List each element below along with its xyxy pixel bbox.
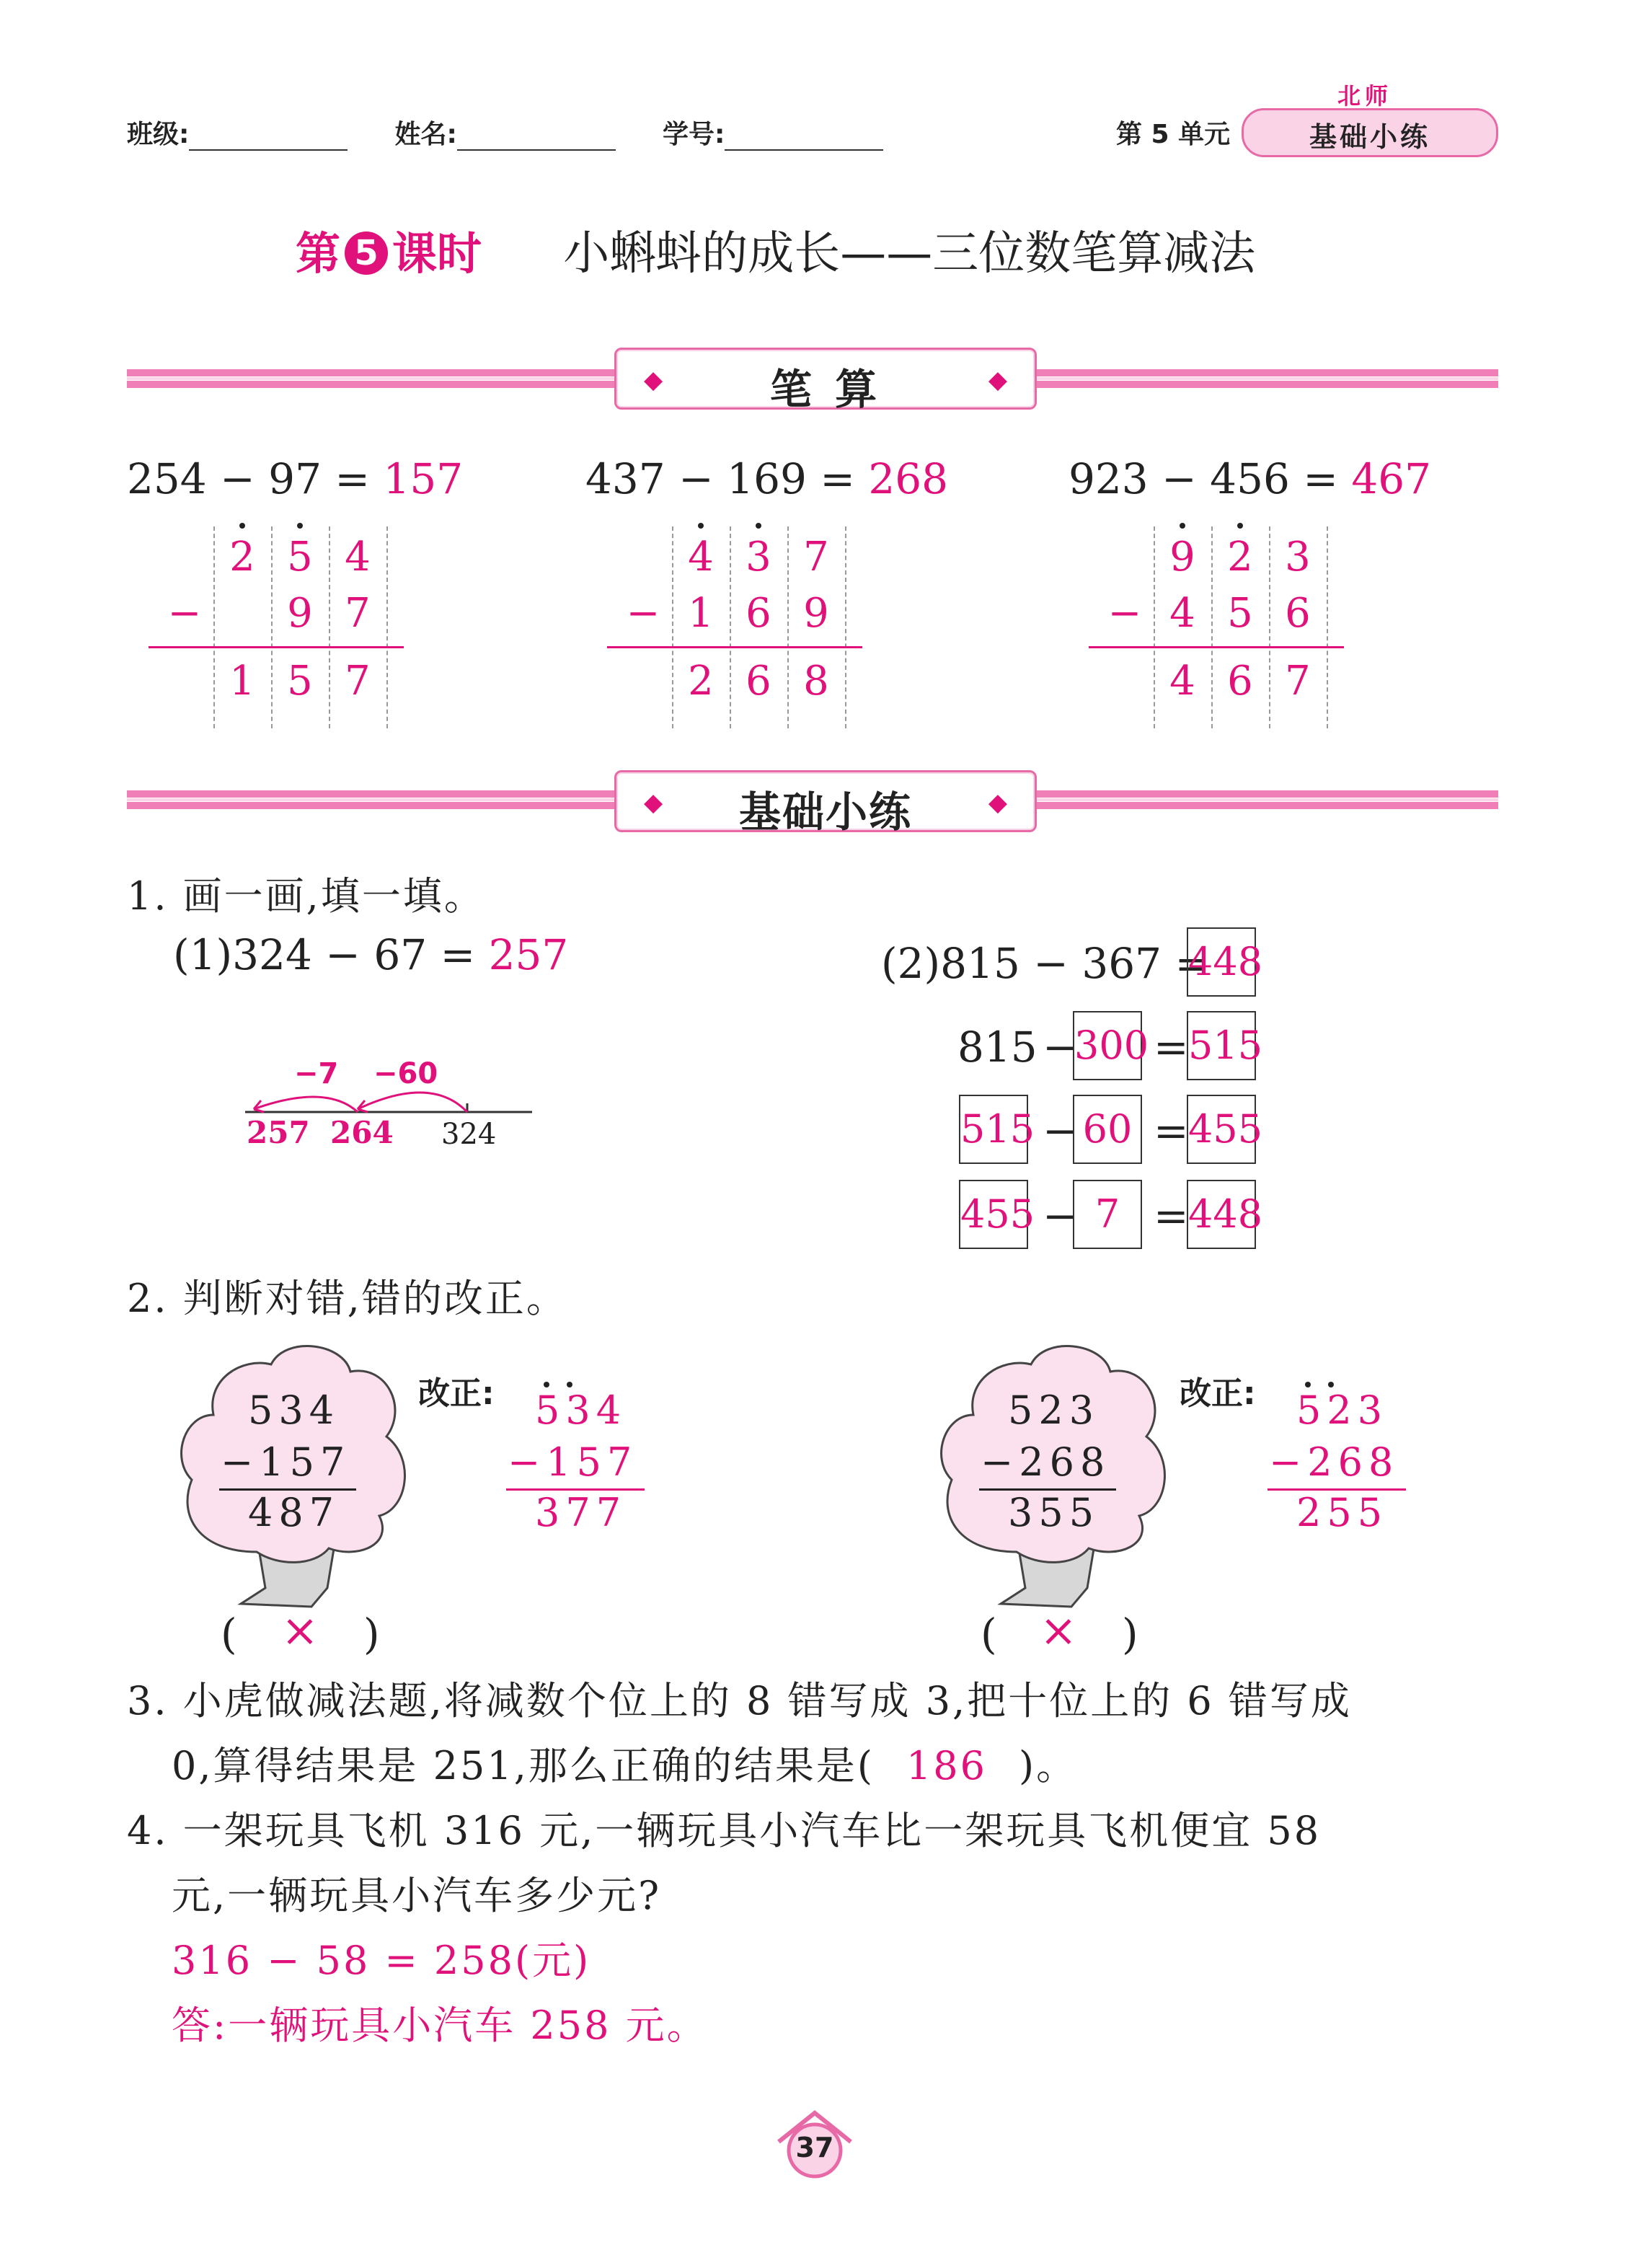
brand-top: 北师 — [1337, 82, 1393, 110]
tree1-result: 487 — [248, 1490, 340, 1535]
diamond-icon: ◆ — [644, 788, 663, 817]
section-title-bisuan: 笔 算 — [769, 365, 882, 414]
q1-label: 1. 画一画,填一填。 — [127, 873, 485, 919]
row3-b-box[interactable]: 7 — [1073, 1180, 1142, 1249]
lesson-title-row — [296, 216, 1255, 283]
brand-main: 基础小练 — [1309, 121, 1430, 153]
diamond-icon: ◆ — [988, 788, 1007, 817]
class-blank[interactable] — [189, 120, 348, 151]
section-title-jichu: 基础小练 — [738, 787, 912, 837]
problem-1-answer: 157 — [383, 454, 464, 503]
q3-answer[interactable]: 186 — [906, 1743, 988, 1788]
unit-label: 第 5 单元 — [1116, 120, 1231, 149]
diamond-icon: ◆ — [988, 366, 1007, 394]
section-banner-jichu — [614, 770, 1037, 837]
name-label: 姓名: — [394, 120, 457, 149]
q4-line2: 元,一辆玩具小汽车多少元? — [172, 1873, 662, 1918]
q1-part1-answer: 257 — [488, 930, 569, 979]
jump-label-60: −60 — [373, 1057, 438, 1090]
tree1-bottom: −157 — [221, 1439, 351, 1485]
line-label-257: 257 — [247, 1115, 310, 1150]
q4-answer-eq: 316 − 58 = 258(元) — [172, 1938, 591, 1983]
jump-arc-60 — [358, 1093, 467, 1112]
lesson-suffix: 课时 — [392, 227, 482, 280]
q1-part2-answer-box[interactable]: 448 — [1187, 927, 1256, 997]
judge-mark-1[interactable]: × — [281, 1604, 319, 1656]
q2-label: 2. 判断对错,错的改正。 — [127, 1276, 567, 1321]
fix2-result: 255 — [1296, 1490, 1389, 1535]
lesson-title: 小蝌蚪的成长——三位数笔算减法 — [563, 227, 1256, 281]
problem-3-answer: 467 — [1351, 454, 1432, 503]
fix1-result: 377 — [535, 1490, 627, 1535]
fix2-top: 523 — [1296, 1387, 1389, 1433]
diamond-icon: ◆ — [644, 366, 663, 394]
row1-c-box[interactable]: 515 — [1187, 1011, 1256, 1080]
id-blank[interactable] — [725, 120, 883, 151]
row3-a-box[interactable]: 455 — [959, 1180, 1028, 1249]
row2-a-box[interactable]: 515 — [959, 1095, 1028, 1164]
row1-b-box[interactable]: 300 — [1073, 1011, 1142, 1080]
fix-label-1: 改正: — [418, 1375, 495, 1412]
tree2-top: 523 — [1008, 1387, 1100, 1433]
fix1-top: 534 — [535, 1387, 627, 1433]
problem-2-answer: 268 — [868, 454, 949, 503]
judge-mark-2[interactable]: × — [1040, 1604, 1077, 1656]
lesson-number: 5 — [345, 231, 388, 275]
q1-part1: (1)324 − 67 = 257 — [173, 930, 569, 979]
jump-arc-7 — [254, 1097, 358, 1112]
problem-3-expr: 923 − 456 = 467 — [1069, 454, 1432, 503]
fix-label-2: 改正: — [1180, 1375, 1256, 1412]
class-label: 班级: — [127, 120, 190, 149]
q3-line2: 0,算得结果是 251,那么正确的结果是( 186 )。 — [172, 1743, 1078, 1788]
q3-line1: 3. 小虎做减法题,将减数个位上的 8 错写成 3,把十位上的 6 错写成 — [127, 1678, 1352, 1724]
row2-b-box[interactable]: 60 — [1073, 1095, 1142, 1164]
problem-2-expr: 437 − 169 = 268 — [585, 454, 949, 503]
row3-c-box[interactable]: 448 — [1187, 1180, 1256, 1249]
lesson-prefix: 第 — [296, 227, 341, 280]
fix2-bottom: −268 — [1269, 1439, 1399, 1485]
header-fields — [127, 114, 883, 151]
name-blank[interactable] — [457, 120, 616, 151]
id-label: 学号: — [663, 120, 725, 149]
page-number: 37 — [795, 2132, 834, 2163]
line-label-324: 324 — [441, 1118, 497, 1151]
tree2-result: 355 — [1008, 1490, 1100, 1535]
q1-part2-expr: (2)815 − 367 = — [881, 939, 1211, 988]
line-label-264: 264 — [330, 1115, 394, 1150]
q4-line1: 4. 一架玩具飞机 316 元,一辆玩具小汽车比一架玩具飞机便宜 58 — [127, 1808, 1322, 1853]
row1-a: 815 — [957, 1023, 1038, 1072]
problem-1-expr: 254 − 97 = 157 — [127, 454, 464, 503]
tree1-top: 534 — [248, 1387, 340, 1433]
jump-label-7: −7 — [294, 1057, 339, 1090]
fix1-bottom: −157 — [508, 1439, 638, 1485]
section-banner-bisuan — [614, 348, 1037, 414]
brand-badge — [1242, 108, 1498, 157]
tree2-bottom: −268 — [981, 1439, 1111, 1485]
row2-c-box[interactable]: 455 — [1187, 1095, 1256, 1164]
q4-answer-text: 答:一辆玩具小汽车 258 元。 — [172, 2003, 708, 2048]
